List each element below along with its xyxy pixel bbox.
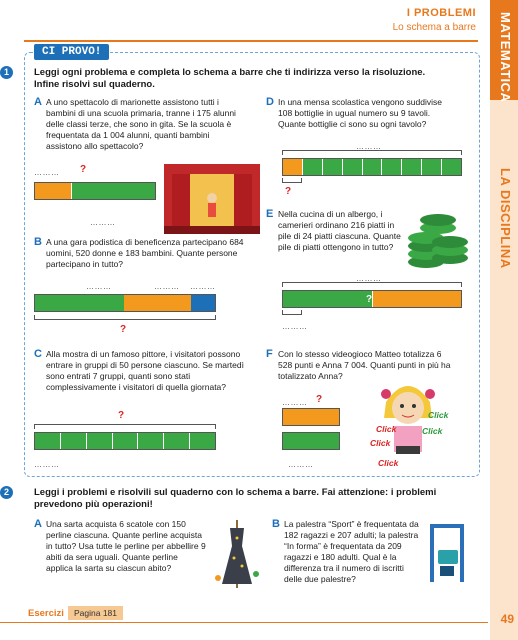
bar-c-seg xyxy=(87,433,113,449)
question-a: ? xyxy=(80,164,87,175)
click-label-3: Click xyxy=(428,410,449,420)
bar-f-2 xyxy=(282,432,340,450)
problem-a-text: A uno spettacolo di marionette assistono tutti i bambini di una scuola primaria, tranne i 175 alunni delle classi terze, che sono in gita. Se la scuola è frequentata da 1 004 alunni, quanti bambini assistono allo spettacolo? xyxy=(46,97,236,151)
problem-d-letter: D xyxy=(266,96,274,108)
blank-a-1[interactable]: ……… xyxy=(34,168,60,177)
click-label-5: Click xyxy=(378,458,399,468)
click-label-1: Click xyxy=(376,424,397,434)
bar-c xyxy=(34,432,216,450)
gym-equipment-image xyxy=(424,518,472,588)
problem-a-letter: A xyxy=(34,96,42,108)
question-b: ? xyxy=(120,324,127,335)
brace-b xyxy=(34,315,216,320)
problem-e-letter: E xyxy=(266,208,274,220)
problem-2b-letter: B xyxy=(272,518,280,530)
page-title: I PROBLEMI xyxy=(406,7,476,19)
problem-b-text: A una gara podistica di beneficenza partecipano 684 uomini, 520 donne e 183 bambini. Quante persone partecipano in tutto? xyxy=(46,237,244,269)
bar-d xyxy=(282,158,462,176)
exercise-number-1: 1 xyxy=(0,66,13,79)
question-d: ? xyxy=(285,186,292,197)
problem-e-text: Nella cucina di un albergo, i camerieri ordinano 216 piatti in pile di 24 piatti ciascuna. Quante pile di piatti ottengono in tutto? xyxy=(278,209,401,252)
bar-a-orange xyxy=(35,183,72,199)
problem-2a-letter: A xyxy=(34,518,42,530)
blank-d-1[interactable]: ……… xyxy=(356,142,382,151)
question-c: ? xyxy=(118,410,125,421)
blank-a-2[interactable]: ……… xyxy=(90,218,116,227)
bar-c-seg xyxy=(113,433,139,449)
blank-c-1[interactable]: ……… xyxy=(34,460,60,469)
problem-2b-text: La palestra “Sport” è frequentata da 182 ragazzi e 207 adulti; la palestra “In forma” è frequentata da 209 ragazzi e 180 adulti. Qual è la differenza tra il numero di iscritti delle due palestre? xyxy=(284,519,419,584)
bar-d-seg xyxy=(303,159,323,175)
bar-b xyxy=(34,294,216,312)
subject-label: MATEMATICA xyxy=(498,12,513,103)
bar-c-seg xyxy=(190,433,215,449)
bar-b-men xyxy=(35,295,124,311)
brace-d xyxy=(282,150,462,155)
bar-d-seg xyxy=(402,159,422,175)
bar-d-seg xyxy=(422,159,442,175)
blank-f-1[interactable]: ……… xyxy=(282,398,308,407)
footer-exercises-label: Esercizi xyxy=(28,608,64,619)
problem-2a-text: Una sarta acquista 6 scatole con 150 perline ciascuna. Quante perline acquista in tutto? Usa tutte le perline per abbellire 9 abiti da sera uguali. Quante perline applica la sarta su ciascun abito? xyxy=(46,519,206,573)
bar-a xyxy=(34,182,156,200)
evening-dress-image xyxy=(212,518,262,594)
bar-c-seg xyxy=(61,433,87,449)
exercise-2-instruction: Leggi i problemi e risolvili sul quaderno con lo schema a barre. Fai attenzione: i problemi prevedono più operazioni! xyxy=(34,487,437,510)
blank-f-2[interactable]: ……… xyxy=(288,460,314,469)
plates-stack-image xyxy=(406,208,470,270)
bar-e-orange xyxy=(372,291,462,307)
brace-c xyxy=(34,424,216,429)
bar-d-seg xyxy=(382,159,402,175)
bar-b-women xyxy=(124,295,191,311)
exercise-1-instruction: Leggi ogni problema e completa lo schema a barre che ti indirizza verso la risoluzione. Infine risolvi sul quaderno. xyxy=(34,67,426,90)
problem-c-letter: C xyxy=(34,348,42,360)
bar-d-seg xyxy=(343,159,363,175)
ci-provo-badge: CI PROVO! xyxy=(34,44,109,60)
bar-c-seg xyxy=(138,433,164,449)
page-number: 49 xyxy=(500,612,514,626)
bar-d-seg xyxy=(442,159,461,175)
bar-d-seg xyxy=(283,159,303,175)
footer-divider xyxy=(0,622,488,623)
bar-b-children xyxy=(191,295,215,311)
click-label-2: Click xyxy=(370,438,391,448)
problem-c-text: Alla mostra di un famoso pittore, i visitatori possono entrare in gruppi di 50 persone ciascuno. Se martedì sono entrati 7 gruppi, quanti sono stati complessivamente i visitatori di quella giornata? xyxy=(46,349,244,392)
blank-b-3[interactable]: ……… xyxy=(190,282,216,291)
page-subtitle: Lo schema a barre xyxy=(392,22,476,33)
problem-f-text: Con lo stesso videogioco Matteo totalizza 6 528 punti e Anna 7 004. Quanti punti in più ha totalizzato Anna? xyxy=(278,349,451,381)
bar-d-seg xyxy=(323,159,343,175)
bar-e-green xyxy=(283,291,372,307)
brace-e xyxy=(282,282,462,287)
bar-a-green xyxy=(72,183,155,199)
question-f: ? xyxy=(316,394,323,405)
blank-b-2[interactable]: ……… xyxy=(154,282,180,291)
header-divider xyxy=(24,40,478,42)
problem-f-letter: F xyxy=(266,348,273,360)
exercise-number-2: 2 xyxy=(0,486,13,499)
section-label: LA DISCIPLINA xyxy=(498,168,513,269)
bar-c-seg xyxy=(164,433,190,449)
blank-b-1[interactable]: ……… xyxy=(86,282,112,291)
blank-e-2[interactable]: ……… xyxy=(282,322,308,331)
bar-d-seg xyxy=(363,159,383,175)
blank-e-1[interactable]: ……… xyxy=(356,274,382,283)
bar-c-seg xyxy=(35,433,61,449)
bar-f-1 xyxy=(282,408,340,426)
click-label-4: Click xyxy=(422,426,443,436)
question-e: ? xyxy=(366,294,373,305)
footer-page-ref[interactable]: Pagina 181 xyxy=(68,606,123,620)
brace-d-part xyxy=(282,178,302,183)
problem-b-letter: B xyxy=(34,236,42,248)
puppet-theater-image xyxy=(162,160,262,236)
brace-e-part xyxy=(282,310,302,315)
problem-d-text: In una mensa scolastica vengono suddivise 108 bottiglie in ugual numero su 9 tavoli. Quante bottiglie ci sono su ogni tavolo? xyxy=(278,97,442,129)
